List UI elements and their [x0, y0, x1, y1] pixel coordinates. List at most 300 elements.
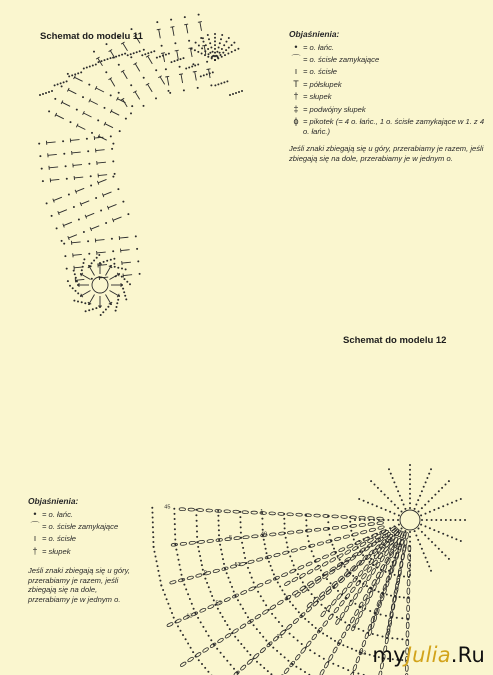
chain-stitch-mark — [447, 503, 449, 505]
double-crochet-mark — [77, 126, 85, 130]
stitch-oval-mark — [367, 587, 373, 594]
chain-stitch-mark — [399, 495, 401, 497]
chain-stitch-mark — [284, 532, 286, 534]
chain-stitch-mark — [358, 628, 360, 630]
chain-stitch-mark — [141, 54, 143, 56]
legend-note: Jeśli znaki zbiegają się u góry, przerabiamy je razem, jeśli zbiegają się na dole, przerabiamy je w jednym o. — [28, 566, 131, 604]
stitch-top-mark — [198, 22, 202, 23]
stitch-oval-mark — [306, 602, 312, 609]
stitch-oval-mark — [281, 572, 288, 577]
brand-part: Julia — [405, 643, 451, 667]
chain-stitch-mark — [262, 600, 264, 602]
chain-stitch-mark — [237, 639, 239, 641]
stitch-top-mark — [175, 50, 179, 51]
double-crochet-mark — [163, 53, 165, 62]
chain-stitch-mark — [41, 168, 43, 170]
chain-stitch-mark — [306, 525, 308, 527]
chain-stitch-mark — [409, 541, 411, 543]
chain-stitch-mark — [67, 280, 69, 282]
chain-stitch-mark — [48, 110, 50, 112]
chain-stitch-mark — [136, 51, 138, 53]
stitch-oval-mark — [291, 548, 298, 552]
stitch-oval-mark — [234, 536, 241, 539]
double-crochet-mark — [106, 295, 111, 304]
double-crochet-mark — [56, 115, 64, 119]
chain-stitch-mark — [188, 67, 190, 69]
chain-stitch-mark — [425, 557, 427, 559]
chain-stitch-mark — [241, 90, 243, 92]
stitch-oval-mark — [344, 606, 350, 613]
chain-stitch-mark — [221, 48, 223, 50]
dot-icon: • — [294, 41, 298, 52]
stitch-oval-mark — [347, 581, 353, 588]
chain-stitch-mark — [64, 255, 66, 257]
double-crochet-mark — [98, 175, 107, 176]
chain-stitch-mark — [260, 664, 262, 666]
double-crochet-mark — [68, 90, 76, 94]
chain-stitch-mark — [351, 648, 353, 650]
stitch-oval-mark — [332, 515, 339, 518]
chain-stitch-mark — [105, 71, 107, 73]
chain-stitch-mark — [377, 634, 379, 636]
chain-stitch-mark — [107, 58, 109, 60]
chain-stitch-mark — [406, 639, 408, 641]
chain-stitch-mark — [349, 624, 351, 626]
chain-stitch-mark — [394, 513, 396, 515]
chain-stitch-mark — [387, 519, 389, 521]
stitch-oval-mark — [242, 511, 249, 514]
stitch-top-mark — [179, 74, 183, 75]
chain-stitch-mark — [45, 92, 47, 94]
chain-stitch-mark — [131, 105, 133, 107]
chain-stitch-mark — [403, 504, 405, 506]
chain-stitch-mark — [214, 33, 216, 35]
chain-stitch-mark — [174, 539, 176, 541]
chain-stitch-mark — [114, 266, 116, 268]
chain-stitch-mark — [104, 107, 106, 109]
chain-stitch-mark — [337, 665, 339, 667]
chain-stitch-mark — [256, 661, 258, 663]
chain-stitch-mark — [174, 533, 176, 535]
chain-stitch-mark — [151, 507, 153, 509]
chain-stitch-mark — [335, 552, 337, 554]
chain-stitch-mark — [100, 314, 102, 316]
chain-stitch-mark — [169, 92, 171, 94]
chain-stitch-mark — [330, 637, 332, 639]
chain-stitch-mark — [105, 222, 107, 224]
stitch-oval-mark — [357, 587, 363, 594]
stitch-oval-mark — [206, 509, 213, 512]
chain-stitch-mark — [228, 47, 230, 49]
chain-stitch-mark — [345, 597, 347, 599]
chain-stitch-mark — [315, 627, 317, 629]
stitch-oval-mark — [224, 597, 231, 602]
chain-stitch-mark — [340, 619, 342, 621]
chain-stitch-mark — [349, 516, 351, 518]
double-crochet-mark — [54, 197, 62, 200]
legend-text: = o. łańc. — [42, 509, 74, 519]
double-crochet-mark — [110, 291, 119, 296]
chain-stitch-mark — [240, 521, 242, 523]
chain-stitch-mark — [118, 273, 120, 275]
stitch-oval-mark — [287, 531, 294, 534]
chain-stitch-mark — [165, 54, 167, 56]
chain-stitch-mark — [347, 646, 349, 648]
chain-stitch-mark — [349, 525, 351, 527]
stitch-oval-mark — [322, 561, 329, 567]
double-crochet-mark — [105, 124, 113, 128]
chain-stitch-mark — [262, 636, 264, 638]
chain-stitch-mark — [110, 303, 112, 305]
chain-stitch-mark — [114, 173, 116, 175]
chain-stitch-mark — [263, 667, 265, 669]
legend-row — [28, 534, 138, 543]
chain-stitch-mark — [115, 310, 117, 312]
stitch-oval-mark — [299, 573, 306, 579]
chain-stitch-mark — [210, 47, 212, 49]
chain-stitch-mark — [409, 569, 411, 571]
legend-text: = o. ścisłe zamykające — [303, 54, 380, 64]
chain-stitch-mark — [409, 502, 411, 504]
chain-stitch-mark — [90, 175, 92, 177]
stitch-oval-mark — [306, 561, 313, 566]
chain-stitch-mark — [236, 672, 238, 674]
chain-stitch-mark — [80, 71, 82, 73]
chain-stitch-mark — [309, 545, 311, 547]
chain-stitch-mark — [119, 130, 121, 132]
chain-stitch-mark — [231, 632, 233, 634]
row-number-label: 9 — [203, 570, 207, 577]
stitch-oval-mark — [178, 578, 185, 582]
chain-stitch-mark — [434, 544, 436, 546]
chain-stitch-mark — [277, 582, 279, 584]
chain-stitch-mark — [256, 628, 258, 630]
chain-stitch-mark — [183, 584, 185, 586]
double-crochet-mark — [167, 77, 169, 86]
legend-row — [289, 67, 485, 76]
chain-stitch-mark — [388, 570, 390, 572]
chain-stitch-mark — [117, 299, 119, 301]
chain-stitch-mark — [208, 635, 210, 637]
chain-stitch-mark — [200, 75, 202, 77]
chain-stitch-mark — [197, 51, 199, 53]
chain-stitch-mark — [327, 661, 329, 663]
chain-stitch-mark — [73, 270, 75, 272]
chain-stitch-mark — [359, 606, 361, 608]
stitch-oval-mark — [344, 549, 351, 555]
chain-stitch-mark — [75, 277, 77, 279]
chain-stitch-mark — [302, 581, 304, 583]
chain-stitch-mark — [184, 16, 186, 18]
chain-stitch-mark — [271, 569, 273, 571]
stitch-oval-mark — [198, 540, 205, 543]
chain-stitch-mark — [182, 634, 184, 636]
chain-stitch-mark — [61, 240, 63, 242]
chain-stitch-mark — [72, 287, 74, 289]
chain-stitch-mark — [106, 43, 108, 45]
chain-stitch-mark — [221, 34, 223, 36]
chain-stitch-mark — [304, 586, 306, 588]
chain-stitch-mark — [318, 655, 320, 657]
chain-stitch-mark — [367, 536, 369, 538]
chain-stitch-mark — [198, 659, 200, 661]
chain-stitch-mark — [418, 528, 420, 530]
double-crochet-mark — [72, 152, 81, 153]
double-crochet-mark — [108, 204, 116, 207]
chain-stitch-mark — [152, 521, 154, 523]
chain-stitch-mark — [273, 573, 275, 575]
chain-stitch-mark — [196, 520, 198, 522]
double-crochet-mark — [98, 179, 106, 182]
chain-stitch-mark — [83, 68, 85, 70]
stitch-top-mark — [161, 53, 165, 54]
chain-stitch-mark — [110, 259, 112, 261]
chain-stitch-mark — [229, 94, 231, 96]
chain-stitch-mark — [214, 48, 216, 50]
chain-stitch-mark — [166, 598, 168, 600]
chain-stitch-mark — [404, 508, 406, 510]
chain-stitch-mark — [57, 83, 59, 85]
chain-stitch-mark — [88, 309, 90, 311]
chain-stitch-mark — [313, 555, 315, 557]
diagram-model-11 — [38, 14, 243, 316]
chain-stitch-mark — [409, 464, 411, 466]
stitch-oval-mark — [407, 579, 410, 585]
chain-stitch-mark — [187, 593, 189, 595]
chain-stitch-mark — [262, 523, 264, 525]
double-crochet-mark — [76, 188, 84, 191]
stitch-oval-mark — [217, 638, 224, 644]
chain-stitch-mark — [380, 490, 382, 492]
chain-stitch-mark — [320, 569, 322, 571]
chain-stitch-mark — [218, 520, 220, 522]
chain-stitch-mark — [182, 579, 184, 581]
stitch-oval-mark — [353, 664, 358, 671]
chain-stitch-mark — [216, 51, 218, 53]
chain-stitch-mark — [87, 240, 89, 242]
chain-stitch-mark — [162, 589, 164, 591]
chain-stitch-mark — [388, 468, 390, 470]
legend-text: = słupek — [303, 92, 332, 102]
chain-stitch-mark — [171, 612, 173, 614]
chain-stitch-mark — [275, 578, 277, 580]
double-crochet-mark — [69, 235, 77, 238]
chain-stitch-mark — [362, 630, 364, 632]
chain-stitch-mark — [390, 565, 392, 567]
stitch-oval-mark — [368, 522, 375, 525]
chain-stitch-mark — [376, 533, 378, 535]
chain-stitch-mark — [287, 546, 289, 548]
chain-stitch-mark — [409, 536, 411, 538]
chain-stitch-mark — [74, 273, 76, 275]
chain-stitch-mark — [204, 578, 206, 580]
chain-stitch-mark — [196, 531, 198, 533]
chain-stitch-mark — [192, 651, 194, 653]
chain-stitch-mark — [89, 66, 91, 68]
chain-stitch-mark — [399, 596, 401, 598]
chain-stitch-mark — [262, 529, 264, 531]
chain-stitch-mark — [304, 671, 306, 673]
chain-stitch-mark — [180, 569, 182, 571]
chain-stitch-mark — [107, 306, 109, 308]
stitch-oval-mark — [317, 541, 324, 545]
chain-stitch-mark — [124, 53, 126, 55]
chain-stitch-mark — [382, 636, 384, 638]
stitch-oval-mark — [243, 535, 250, 538]
chain-stitch-mark — [295, 666, 297, 668]
stitch-top-mark — [170, 27, 174, 28]
chain-stitch-mark — [266, 557, 268, 559]
chain-stitch-mark — [371, 535, 373, 537]
chain-stitch-mark — [222, 52, 224, 54]
chain-stitch-mark — [206, 582, 208, 584]
row-number-label: 45 — [164, 504, 171, 511]
chain-stitch-mark — [231, 586, 233, 588]
chain-stitch-mark — [342, 644, 344, 646]
stitch-oval-mark — [257, 583, 264, 588]
chain-stitch-mark — [342, 667, 344, 669]
stitch-oval-mark — [359, 523, 366, 526]
chain-stitch-mark — [352, 575, 354, 577]
stitch-oval-mark — [331, 599, 337, 606]
chain-stitch-mark — [220, 38, 222, 40]
chain-stitch-mark — [445, 555, 447, 557]
chain-stitch-mark — [39, 155, 41, 157]
chain-stitch-mark — [297, 640, 299, 642]
chain-stitch-mark — [314, 652, 316, 654]
chain-stitch-mark — [196, 541, 198, 543]
chain-stitch-mark — [287, 660, 289, 662]
double-crochet-mark — [91, 226, 99, 229]
chain-stitch-mark — [96, 257, 98, 259]
double-crochet-mark — [59, 210, 67, 213]
stitch-oval-mark — [287, 513, 294, 516]
chain-stitch-mark — [139, 50, 141, 52]
double-dagger-icon: ‡ — [293, 103, 299, 114]
legend-row — [289, 117, 485, 136]
chain-stitch-mark — [263, 539, 265, 541]
stitch-oval-mark — [296, 530, 303, 533]
chain-stitch-mark — [199, 555, 201, 557]
chain-stitch-mark — [71, 74, 73, 76]
chain-stitch-mark — [409, 488, 411, 490]
chain-stitch-mark — [249, 654, 251, 656]
chain-stitch-mark — [61, 85, 63, 87]
chain-stitch-mark — [417, 499, 419, 501]
chain-stitch-mark — [225, 49, 227, 51]
chain-stitch-mark — [174, 60, 176, 62]
chain-stitch-mark — [112, 160, 114, 162]
chain-stitch-mark — [113, 263, 115, 265]
chain-stitch-mark — [272, 647, 274, 649]
stitch-oval-mark — [240, 590, 247, 595]
chain-stitch-mark — [390, 473, 392, 475]
stitch-oval-mark — [341, 515, 348, 518]
chain-stitch-mark — [51, 215, 53, 217]
stitch-oval-mark — [385, 580, 389, 587]
chain-stitch-mark — [214, 52, 216, 54]
chain-stitch-mark — [110, 135, 112, 137]
stitch-oval-mark — [377, 517, 384, 520]
chain-stitch-mark — [168, 53, 170, 55]
chain-stitch-mark — [441, 551, 443, 553]
stitch-oval-mark — [269, 512, 276, 515]
chain-stitch-mark — [220, 82, 222, 84]
stitch-oval-mark — [328, 654, 334, 661]
chain-stitch-mark — [394, 574, 396, 576]
stitch-oval-mark — [378, 525, 385, 529]
chain-stitch-mark — [311, 593, 313, 595]
chain-stitch-mark — [261, 518, 263, 520]
chain-stitch-mark — [370, 480, 372, 482]
chain-stitch-mark — [234, 49, 236, 51]
chain-stitch-mark — [170, 19, 172, 21]
double-crochet-mark — [62, 102, 70, 106]
chain-stitch-mark — [125, 118, 127, 120]
chain-stitch-mark — [112, 143, 114, 145]
chain-stitch-mark — [152, 531, 154, 533]
legend-heading: Objaśnienia: — [289, 29, 340, 39]
chain-stitch-mark — [378, 519, 380, 521]
chain-stitch-mark — [214, 59, 216, 61]
chain-stitch-mark — [434, 494, 436, 496]
chain-stitch-mark — [74, 73, 76, 75]
chain-stitch-mark — [392, 477, 394, 479]
chain-stitch-mark — [283, 518, 285, 520]
chain-stitch-mark — [281, 589, 283, 591]
chain-stitch-mark — [286, 542, 288, 544]
chain-stitch-mark — [245, 562, 247, 564]
chain-stitch-mark — [220, 549, 222, 551]
chain-stitch-mark — [233, 42, 235, 44]
chain-stitch-mark — [424, 534, 426, 536]
chain-stitch-mark — [268, 609, 270, 611]
double-crochet-mark — [73, 254, 82, 255]
chain-stitch-mark — [152, 517, 154, 519]
chain-stitch-mark — [337, 590, 339, 592]
chain-stitch-mark — [173, 617, 175, 619]
double-crochet-mark — [106, 267, 111, 276]
chain-stitch-mark — [393, 481, 395, 483]
double-crochet-mark — [148, 84, 153, 92]
stitch-oval-mark — [375, 578, 380, 585]
legend-text: = o. ścisłe — [303, 67, 337, 77]
stitch-oval-mark — [353, 593, 359, 600]
chain-stitch-mark — [266, 552, 268, 554]
chain-stitch-mark — [219, 52, 221, 54]
chain-stitch-mark — [86, 67, 88, 69]
chain-stitch-mark — [383, 519, 385, 521]
chain-stitch-mark — [255, 586, 257, 588]
chain-stitch-mark — [326, 578, 328, 580]
chain-stitch-mark — [118, 295, 120, 297]
stitch-top-mark — [165, 76, 169, 77]
legend-text: = podwójny słupek — [303, 104, 366, 114]
chain-stitch-mark — [77, 292, 79, 294]
chain-stitch-mark — [233, 668, 235, 670]
stitch-oval-mark — [319, 669, 325, 675]
chain-stitch-mark — [158, 575, 160, 577]
chain-stitch-mark — [124, 278, 126, 280]
chain-stitch-mark — [431, 497, 433, 499]
stitch-oval-mark — [293, 618, 300, 624]
chain-stitch-mark — [442, 505, 444, 507]
chain-stitch-mark — [246, 650, 248, 652]
chain-stitch-mark — [304, 618, 306, 620]
chain-stitch-mark — [242, 547, 244, 549]
chain-stitch-mark — [88, 84, 90, 86]
chain-stitch-mark — [222, 616, 224, 618]
